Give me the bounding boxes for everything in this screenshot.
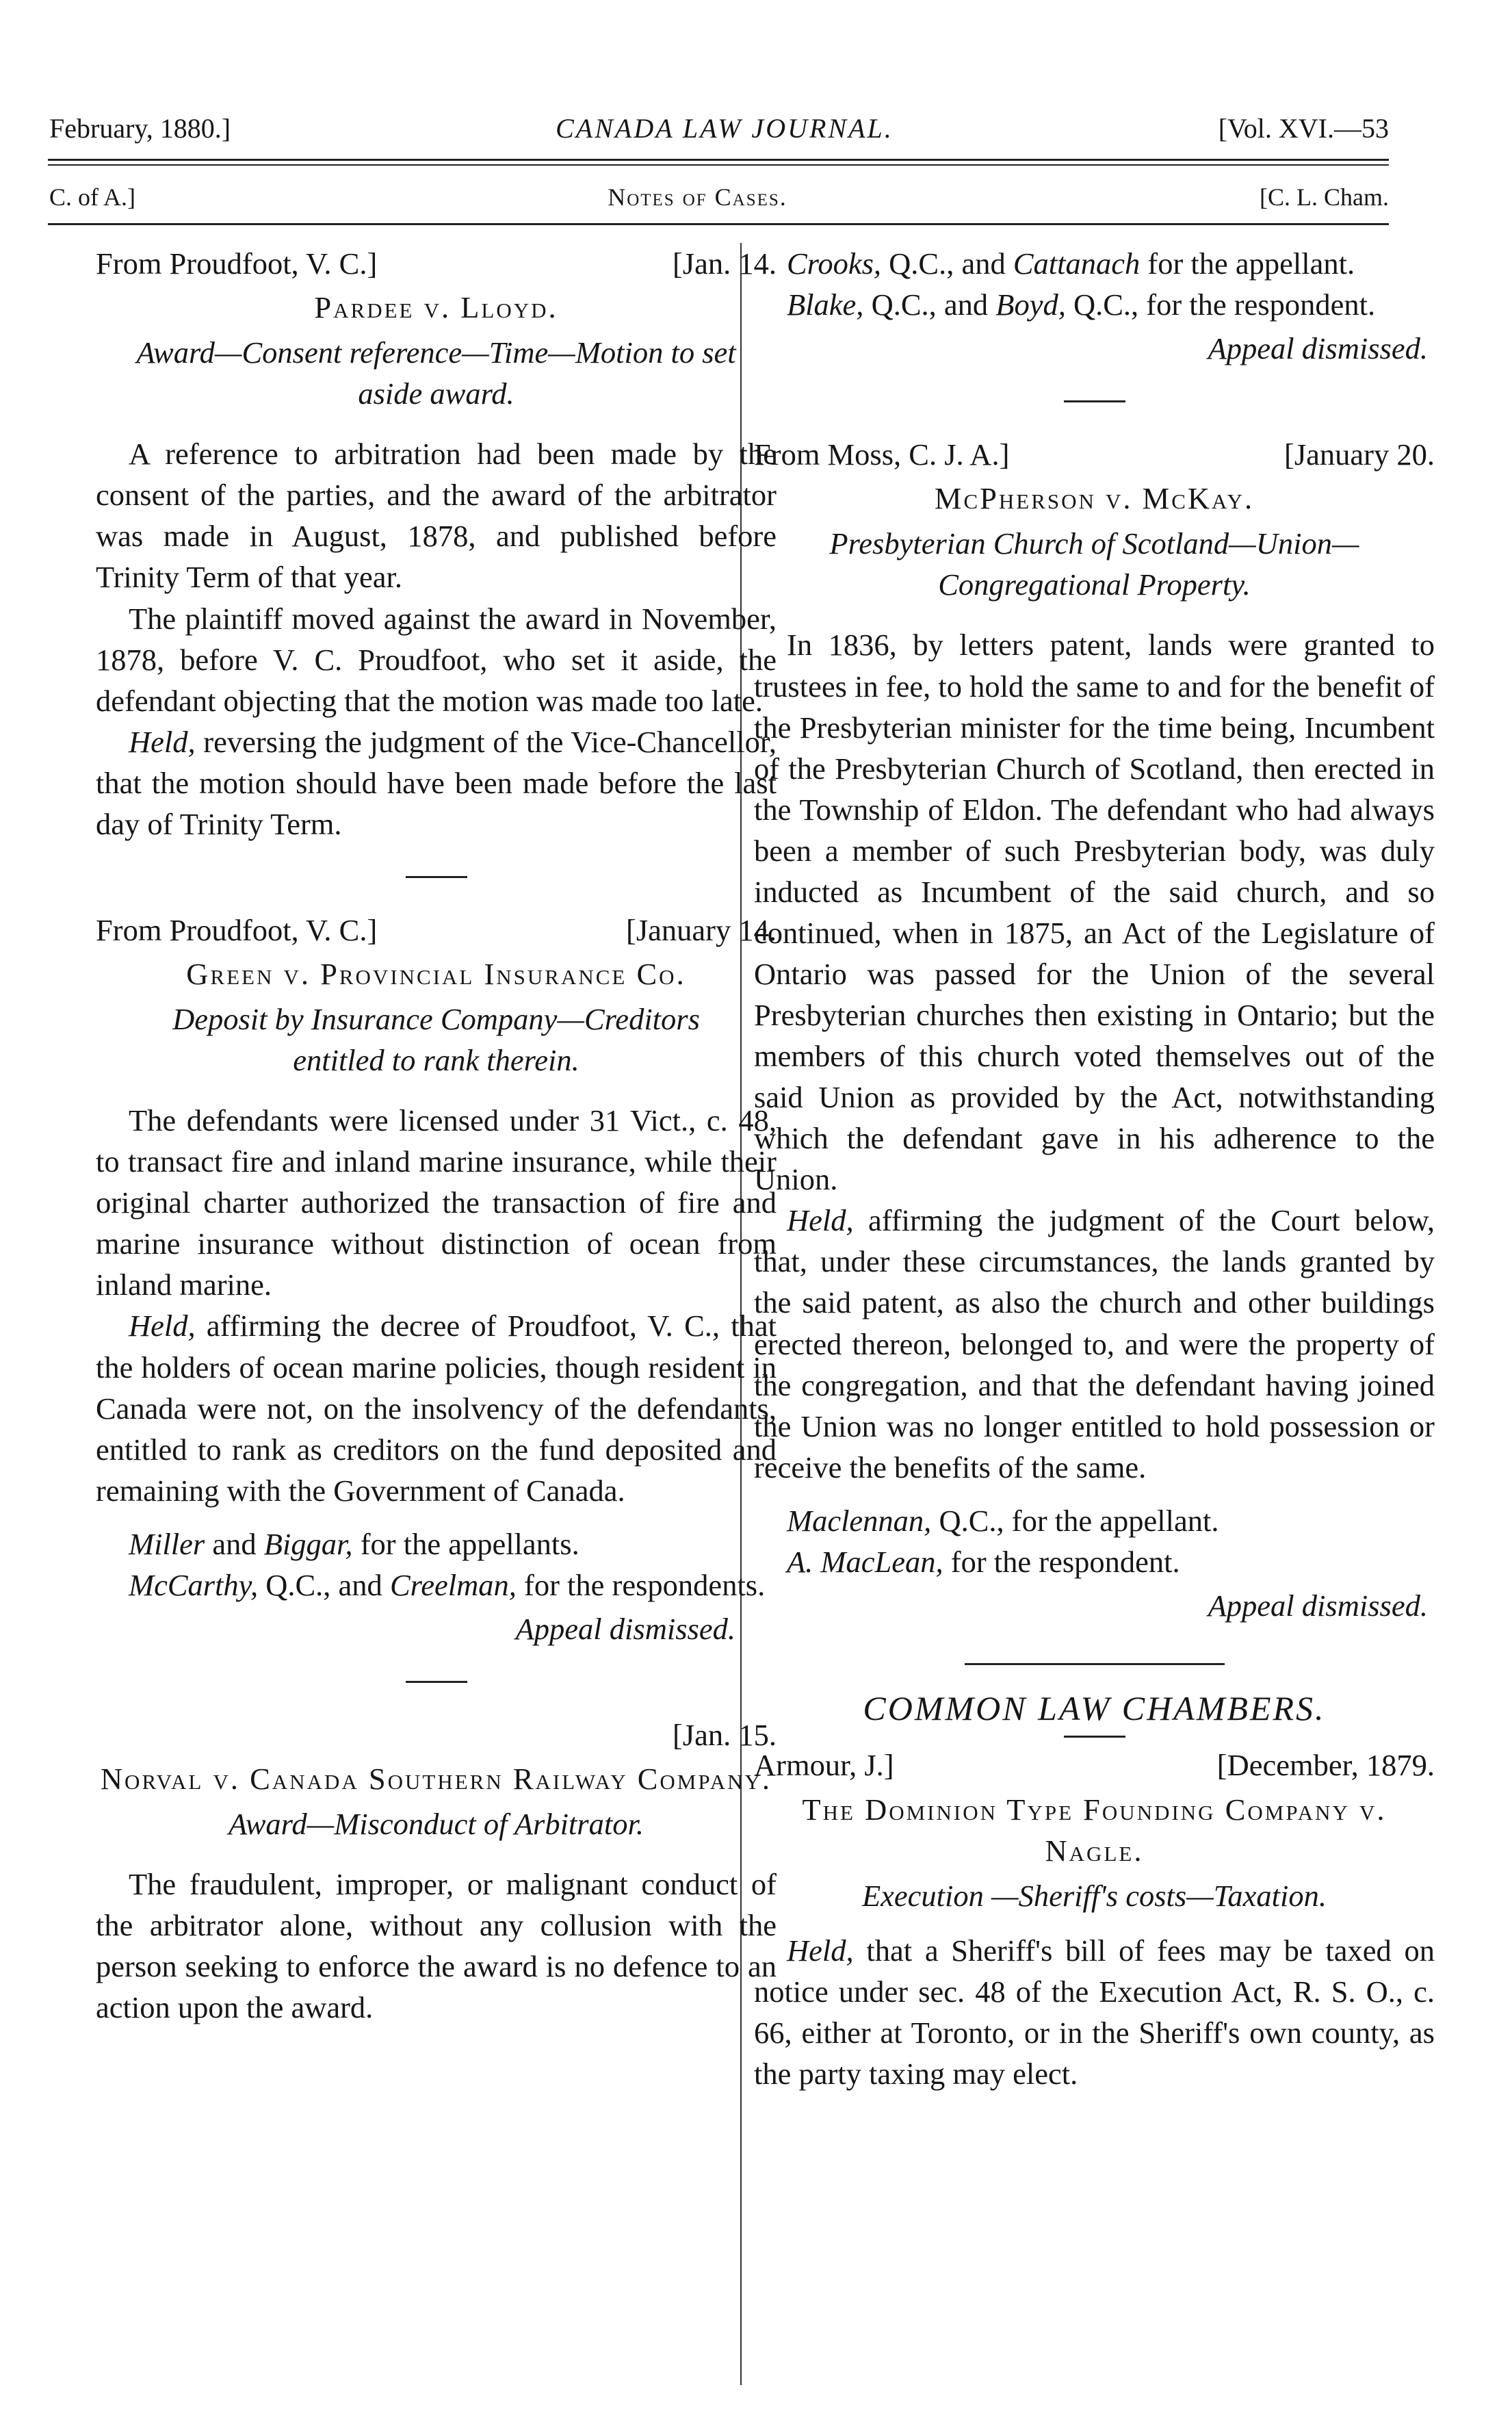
head-rule-second xyxy=(48,164,1389,166)
volume-page: [Vol. XVI.—53 xyxy=(1218,113,1389,144)
held-word: Held, xyxy=(787,1933,854,1968)
heading-underline xyxy=(1064,1736,1125,1738)
case-holding xyxy=(754,1200,1435,1487)
case-norval xyxy=(96,1714,777,2028)
held-text: reversing the judgment of the Vice-Chancellor, that the motion should have been made before the last day of Trinity Term. xyxy=(96,724,777,841)
case-title: Pardee v. Lloyd. xyxy=(314,290,558,325)
counsel-role: for the respondent. xyxy=(943,1544,1180,1579)
issue-date: February, 1880.] xyxy=(49,113,231,144)
case-separator xyxy=(406,1681,467,1683)
counsel-conj: and xyxy=(205,1526,264,1561)
case-header-line xyxy=(96,910,777,951)
case-dominion xyxy=(754,1745,1435,2094)
counsel-name: Crooks, xyxy=(787,246,882,281)
left-column xyxy=(96,243,777,2028)
counsel-role: for the respondents. xyxy=(516,1567,766,1602)
counsel-name: Boyd, xyxy=(995,287,1066,322)
counsel-name: Creelman, xyxy=(389,1567,517,1602)
case-separator xyxy=(406,876,467,878)
case-green xyxy=(96,910,777,1649)
held-text: affirming the decree of Proudfoot, V. C., that the holders of ocean marine policies, though resident in Canada were not, on the insolvency of the defendants, entitled to rank as creditors on the fund deposited and remaining with the Government of Canada. xyxy=(96,1309,777,1508)
case-subject: Deposit by Insurance Company—Creditors entitled to rank therein. xyxy=(172,1002,700,1078)
held-word: Held, xyxy=(129,724,196,759)
counsel-role: Q.C., for the appellant. xyxy=(931,1503,1219,1538)
case-title: Norval v. Canada Southern Railway Company. xyxy=(100,1762,772,1796)
counsel-role: Q.C., for the respondent. xyxy=(1065,287,1376,322)
case-header-line xyxy=(754,434,1435,475)
case-separator xyxy=(1064,400,1125,402)
case-paragraph: The fraudulent, improper, or malignant conduct of the arbitrator alone, without any collusion with the person seeking to enforce the award is no defence to an action upon the award. xyxy=(96,1867,777,2025)
counsel-line xyxy=(754,1500,1435,1541)
running-head xyxy=(49,112,1389,144)
case-title: Green v. Provincial Insurance Co. xyxy=(186,956,686,991)
case-from: Armour, J.] xyxy=(754,1748,894,1783)
head-rule-bottom xyxy=(48,223,1389,225)
case-title: McPherson v. McKay. xyxy=(934,481,1255,516)
counsel-name: A. MacLean, xyxy=(787,1544,943,1579)
counsel-line xyxy=(96,1565,777,1606)
counsel-name: Blake, xyxy=(787,287,864,322)
court-left: C. of A.] xyxy=(49,183,135,211)
case-header-line xyxy=(96,243,777,284)
case-holding xyxy=(754,1930,1435,2094)
case-paragraph: The plaintiff moved against the award in November, 1878, before V. C. Proudfoot, who set it aside, the defendant objecting that the motion was made too late. xyxy=(96,601,777,718)
counsel-conj: Q.C., and xyxy=(863,287,996,322)
counsel-line xyxy=(754,284,1435,325)
case-from: From Proudfoot, V. C.] xyxy=(96,246,378,281)
held-word: Held, xyxy=(787,1203,854,1238)
counsel-name: Cattanach xyxy=(1013,246,1140,281)
case-result: Appeal dismissed. xyxy=(515,1611,735,1646)
case-subject: Execution —Sheriff's costs—Taxation. xyxy=(861,1878,1327,1913)
case-paragraph: A reference to arbitration had been made by the consent of the parties, and the award of the arbitrator was made in August, 1878, and published before Trinity Term of that year. xyxy=(96,437,777,595)
counsel-conj: Q.C., and xyxy=(258,1567,390,1602)
norval-counsel xyxy=(754,243,1435,369)
counsel-role: for the appellant. xyxy=(1140,246,1355,281)
held-text: that a Sheriff's bill of fees may be taxed on notice under sec. 48 of the Execution Act, R. S. O., c. 66, either at Toronto, or in the Sheriff's own county, as the party taxing may elect. xyxy=(754,1933,1435,2091)
case-subject: Award—Misconduct of Arbitrator. xyxy=(229,1807,644,1842)
right-column xyxy=(754,243,1435,2094)
case-date: [January 14. xyxy=(626,912,777,947)
head-rule-top xyxy=(48,159,1389,161)
case-paragraph: The defendants were licensed under 31 Vict., c. 48, to transact fire and inland marine insurance, while their original charter authorized the transaction of fire and marine insurance without distinction of ocean from inland marine. xyxy=(96,1103,777,1302)
counsel-line xyxy=(754,243,1435,284)
case-holding xyxy=(96,721,777,845)
case-mcpherson xyxy=(754,434,1435,1626)
case-header-line xyxy=(754,1745,1435,1786)
case-paragraph: In 1836, by letters patent, lands were granted to trustees in fee, to hold the same to and for the benefit of the Presbyterian minister for the time being, Incumbent of the Presbyterian Church of Scotland, then erected in the Township of Eldon. The defendant who had always been a member of such Presbyterian body, was duly inducted as Incumbent of the said church, and so continued, when in 1875, an Act of the Legislature of Ontario was passed for the Union of the several Presbyterian churches then existing in Ontario; but the members of this church voted themselves out of the said Union as provided by the Act, notwithstanding which the defendant gave in his adherence to the Union. xyxy=(754,628,1435,1197)
counsel-name: McCarthy, xyxy=(129,1567,259,1602)
counsel-name: Biggar, xyxy=(263,1526,353,1561)
journal-title: CANADA LAW JOURNAL. xyxy=(556,113,894,144)
case-header-line xyxy=(96,1714,777,1755)
section-head xyxy=(49,183,1389,211)
case-holding xyxy=(96,1305,777,1510)
counsel-name: Miller xyxy=(129,1526,205,1561)
section-heading: COMMON LAW CHAMBERS. xyxy=(863,1688,1326,1727)
case-date: [Jan. 15. xyxy=(672,1717,777,1752)
section-separator xyxy=(965,1663,1225,1665)
counsel-name: Maclennan, xyxy=(787,1503,932,1538)
counsel-line xyxy=(754,1541,1435,1582)
case-from: From Moss, C. J. A.] xyxy=(754,437,1010,472)
case-subject: Award—Consent reference—Time—Motion to set aside award. xyxy=(136,335,736,411)
case-date: [December, 1879. xyxy=(1216,1748,1435,1783)
case-result: Appeal dismissed. xyxy=(1208,1588,1428,1623)
case-date: [Jan. 14. xyxy=(672,246,777,281)
counsel-line xyxy=(96,1523,777,1565)
held-text: affirming the judgment of the Court below, that, under these circumstances, the lands granted by the said patent, as also the church and other buildings erected thereon, belonged to, and were the property of the congregation, and that the defendant having joined the Union was no longer entitled to hold possession or receive the benefits of the same. xyxy=(754,1203,1435,1484)
case-result: Appeal dismissed. xyxy=(1208,331,1428,366)
counsel-role: for the appellants. xyxy=(352,1526,579,1561)
case-title: The Dominion Type Founding Company v. Nagle. xyxy=(802,1792,1387,1868)
case-pardee xyxy=(96,243,777,845)
case-from: From Proudfoot, V. C.] xyxy=(96,912,378,947)
held-word: Held, xyxy=(129,1309,196,1343)
counsel-conj: Q.C., and xyxy=(881,246,1013,281)
case-date: [January 20. xyxy=(1284,437,1435,472)
court-right: [C. L. Cham. xyxy=(1260,183,1389,211)
section-name: Notes of Cases. xyxy=(608,183,787,211)
case-subject: Presbyterian Church of Scotland—Union—Congregational Property. xyxy=(829,526,1359,602)
